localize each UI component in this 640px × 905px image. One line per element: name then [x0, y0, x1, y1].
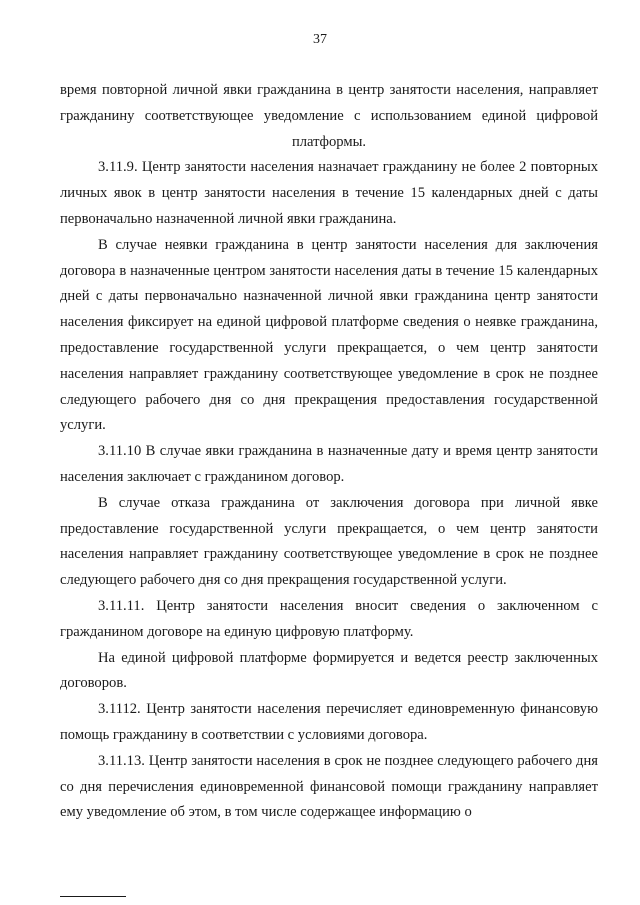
paragraph-7: На единой цифровой платформе формируется и ведется реестр заключенных договоров.: [60, 649, 598, 692]
page-number: 37: [313, 32, 327, 47]
paragraph-8: 3.1112. Центр занятости населения перечисляет единовременную финансовую помощь гражданину в соответствии с условиями договора.: [60, 701, 598, 743]
document-body: [60, 78, 598, 826]
paragraph-4: 3.11.10 В случае явки гражданина в назначенные дату и время центр занятости населения заключает с гражданином договор.: [60, 443, 598, 485]
paragraph-1: время повторной личной явки гражданина в центр занятости населения, направляет гражданину соответствующее уведомление с использованием единой цифровой платформы.: [60, 82, 598, 150]
paragraph-5: В случае отказа гражданина от заключения договора при личной явке предоставление государственной услуги прекращается, о чем центр занятости населения направляет гражданину соответствующее уведомление в срок не позднее следующего рабочего дня со дня прекращения государственной услуги.: [60, 494, 598, 589]
paragraph-9: 3.11.13. Центр занятости населения в срок не позднее следующего рабочего дня со дня перечисления единовременной финансовой помощи гражданину направляет ему уведомление об этом, в том числе содержащее информацию о: [60, 752, 598, 821]
paragraph-3: В случае неявки гражданина в центр занятости населения для заключения договора в назначенные центром занятости населения даты в течение 15 календарных дней с даты первоначально назначенной личной явки гражданина центр занятости населения фиксирует на единой цифровой платформе сведения о неявке гражданина, предоставление государственной услуги прекращается, о чем центр занятости населения направляет гражданину соответствующее уведомление в срок не позднее следующего рабочего дня со дня прекращения предоставления государственной услуги.: [60, 236, 598, 434]
footnote-separator: [60, 896, 126, 897]
paragraph-2: 3.11.9. Центр занятости населения назначает гражданину не более 2 повторных личных явок в центр занятости населения в течение 15 календарных дней с даты первоначально назначенной личной явки гражданина.: [60, 159, 598, 227]
paragraph-6: 3.11.11. Центр занятости населения вносит сведения о заключенном с гражданином договоре на единую цифровую платформу.: [60, 597, 598, 640]
